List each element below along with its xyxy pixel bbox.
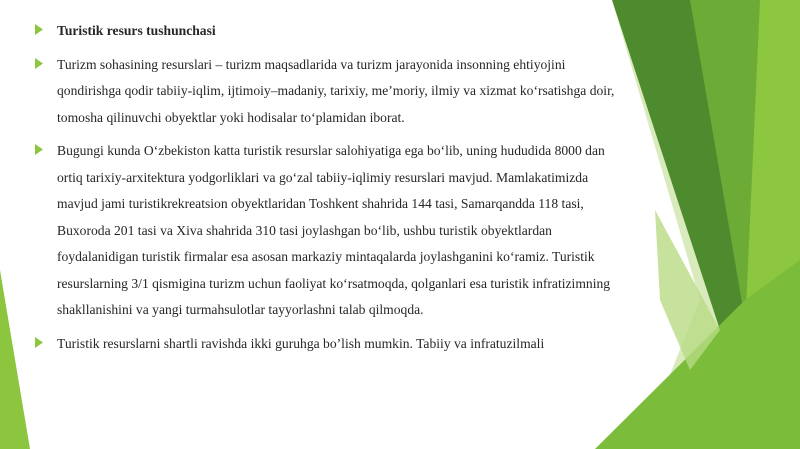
left-edge-shape (0, 270, 30, 449)
bullet-text: Turizm sohasining resurslari – turizm maqsadlarida va turizm jarayonida insonning ehtiyojini qondirishga qodir tabiiy-iqlim, ijtimoiy–madaniy, tarixiy, me’moriy, ilmiy va xizmat ko‘rsatishga doir, tomosha qilinuvchi obyektlar yoki hodisalar to‘plamidan iborat. (57, 56, 615, 125)
bullet-item (35, 18, 615, 45)
bullet-text: Bugungi kunda O‘zbekiston katta turistik resurslar salohiyatiga ega bo‘lib, uning hududida 8000 dan ortiq tarixiy-arxitektura yodgorliklari va go‘zal tabiiy-iqlimiy resurslari mavjud. Mamlakatimizda mavjud jami turistikrekreatsion obyektlaridan Toshkent shahrida 144 tasi, Samarqandda 118 tasi, Buxoroda 201 tasi va Xiva shahrida 310 tasi joylashgan bo‘lib, ushbu turistik obyektlardan foydalanidigan turistik firmalar esa asosan markaziy mintaqalarda joylashganini ko‘ramiz. Turistik resurslarning 3/1 qismigina turizm uchun faoliyat ko‘rsatmoqda, qolganlari esa turistik infratizimning shakllanishini va yangi turmahsulotlar tayyorlashni talab qilmoqda. (57, 143, 611, 317)
bullet-item (35, 331, 615, 358)
bullet-text: Turistik resurslarni shartli ravishda ikki guruhga bo’lish mumkin. Tabiiy va infratuzilmali (57, 335, 545, 351)
bullet-arrow-icon (35, 331, 57, 357)
bullet-list (35, 18, 615, 364)
bullet-title: Turistik resurs tushunchasi (57, 23, 216, 38)
bullet-item (35, 52, 615, 132)
bullet-arrow-icon (35, 52, 57, 78)
bullet-arrow-icon (35, 18, 57, 44)
bullet-arrow-icon (35, 138, 57, 164)
bullet-item (35, 138, 615, 324)
